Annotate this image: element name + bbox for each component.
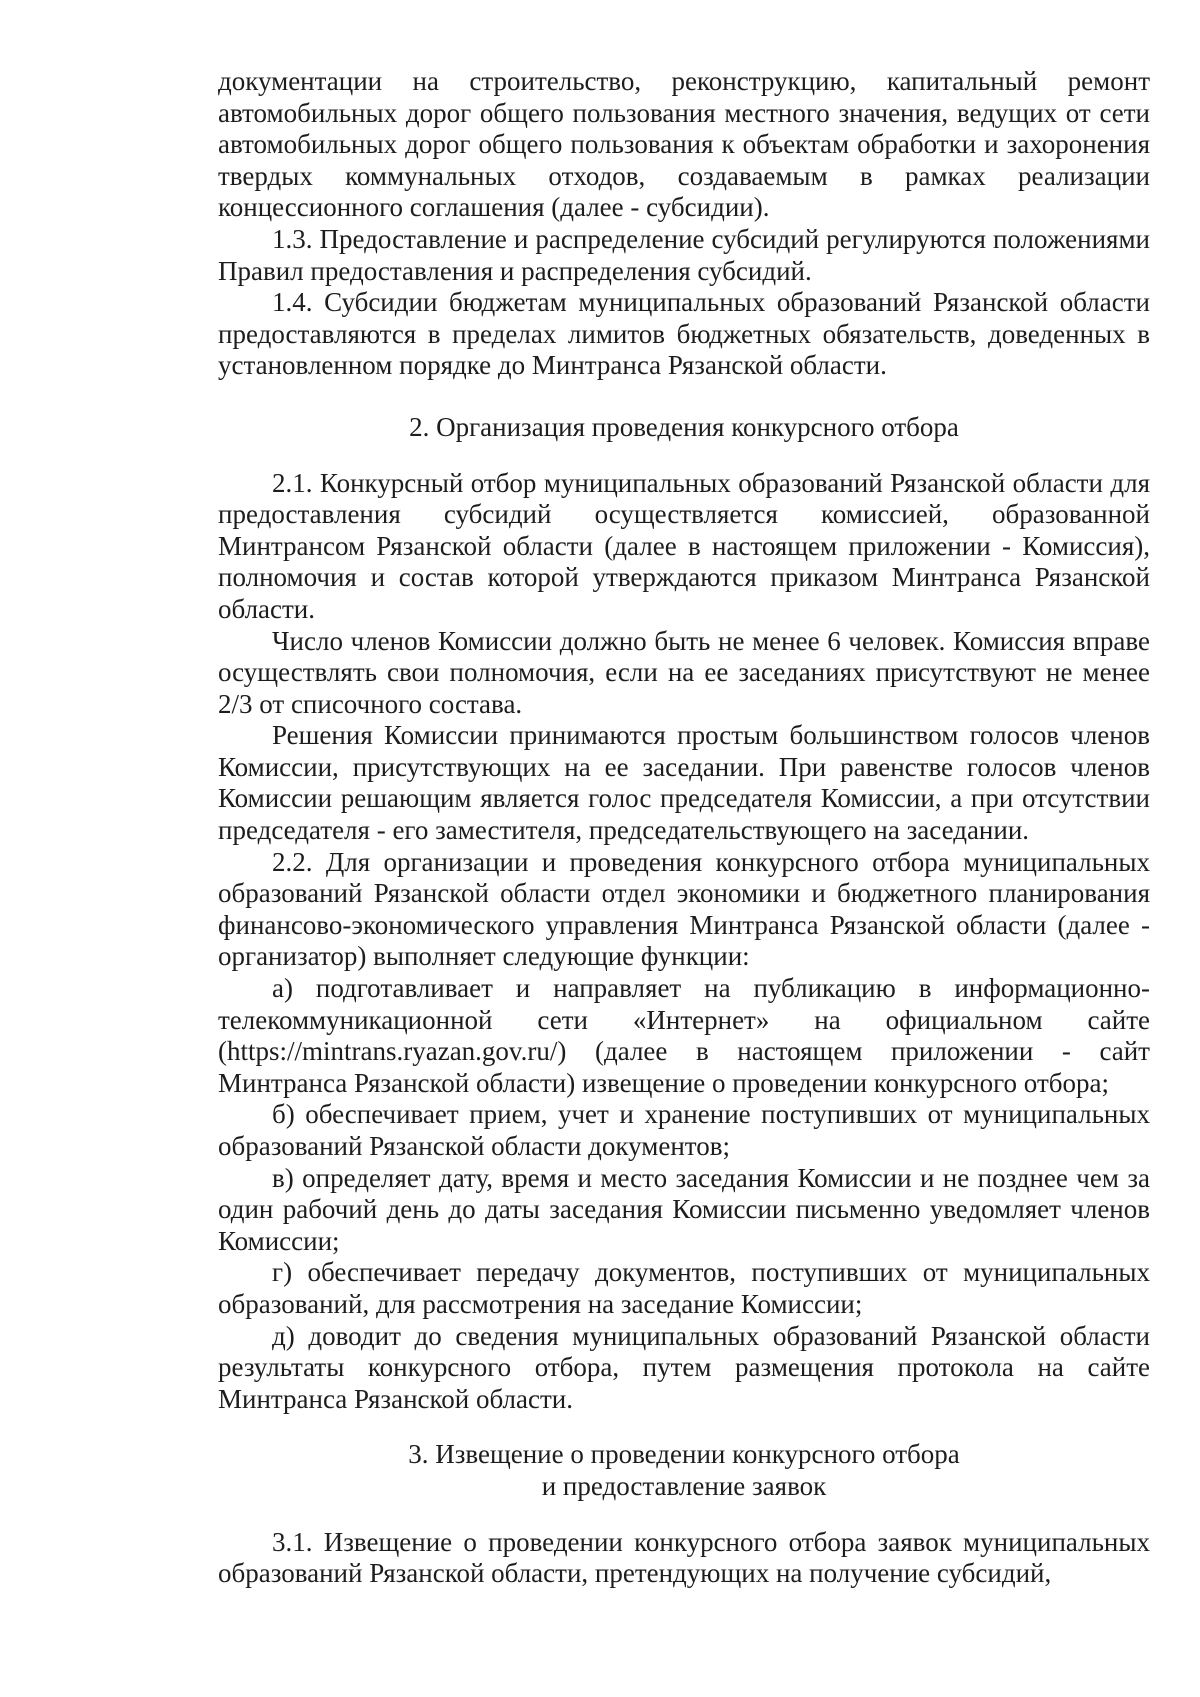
section-3-heading <box>218 1439 1150 1502</box>
paragraph-1-3: 1.3. Предоставление и распределение субсидий регулируются положениями Правил предоставления и распределения субсидий. <box>218 223 1150 286</box>
document-page <box>218 66 1150 1590</box>
list-item-a: а) подготавливает и направляет на публикацию в информационно-телекоммуникационной сети «Интернет» на официальном сайте (https://mintrans.ryazan.gov.ru/) (далее в настоящем приложении - сайт Минтранса Рязанской области) извещение о проведении конкурсного отбора; <box>218 973 1150 1098</box>
list-item-g: г) обеспечивает передачу документов, поступивших от муниципальных образований, для рассмотрения на заседание Комиссии; <box>218 1257 1150 1319</box>
paragraph-2-1-members: Число членов Комиссии должно быть не менее 6 человек. Комиссия вправе осуществлять свои полномочия, если на ее заседаниях присутствуют не менее 2/3 от списочного состава. <box>218 625 1150 719</box>
section-3-heading-line2: и предоставление заявок <box>541 1470 827 1501</box>
paragraph-continuation: документации на строительство, реконструкцию, капитальный ремонт автомобильных дорог общего пользования местного значения, ведущих от сети автомобильных дорог общего пользования к объектам обработки и захоронения твердых коммунальных отходов, создаваемым в рамках реализации концессионного соглашения (далее - субсидии). <box>218 66 1150 223</box>
paragraph-2-1: 2.1. Конкурсный отбор муниципальных образований Рязанской области для предоставления субсидий осуществляется комиссией, образованной Минтрансом Рязанской области (далее в настоящем приложении - Комиссия), полномочия и состав которой утверждаются приказом Минтранса Рязанской области. <box>218 467 1150 624</box>
paragraph-1-4: 1.4. Субсидии бюджетам муниципальных образований Рязанской области предоставляются в пределах лимитов бюджетных обязательств, доведенных в установленном порядке до Минтранса Рязанской области. <box>218 287 1150 381</box>
list-item-v: в) определяет дату, время и место заседания Комиссии и не позднее чем за один рабочий день до даты заседания Комиссии письменно уведомляет членов Комиссии; <box>218 1162 1150 1256</box>
paragraph-3-1: 3.1. Извещение о проведении конкурсного отбора заявок муниципальных образований Рязанской области, претендующих на получение субсидий, <box>218 1526 1150 1589</box>
list-item-b: б) обеспечивает прием, учет и хранение поступивших от муниципальных образований Рязанской области документов; <box>218 1099 1150 1161</box>
paragraph-2-1-decisions: Решения Комиссии принимаются простым большинством голосов членов Комиссии, присутствующих на ее заседании. При равенстве голосов членов Комиссии решающим является голос председателя Комиссии, а при отсутствии председателя - его заместителя, председательствующего на заседании. <box>218 720 1150 846</box>
list-item-d: д) доводит до сведения муниципальных образований Рязанской области результаты конкурсного отбора, путем размещения протокола на сайте Минтранса Рязанской области. <box>218 1320 1150 1414</box>
paragraph-2-2: 2.2. Для организации и проведения конкурсного отбора муниципальных образований Рязанской области отдел экономики и бюджетного планирования финансово-экономического управления Минтранса Рязанской области (далее - организатор) выполняет следующие функции: <box>218 846 1150 972</box>
section-3-heading-line1: 3. Извещение о проведении конкурсного отбора <box>408 1439 960 1470</box>
section-2-heading: 2. Организация проведения конкурсного отбора <box>409 411 959 442</box>
